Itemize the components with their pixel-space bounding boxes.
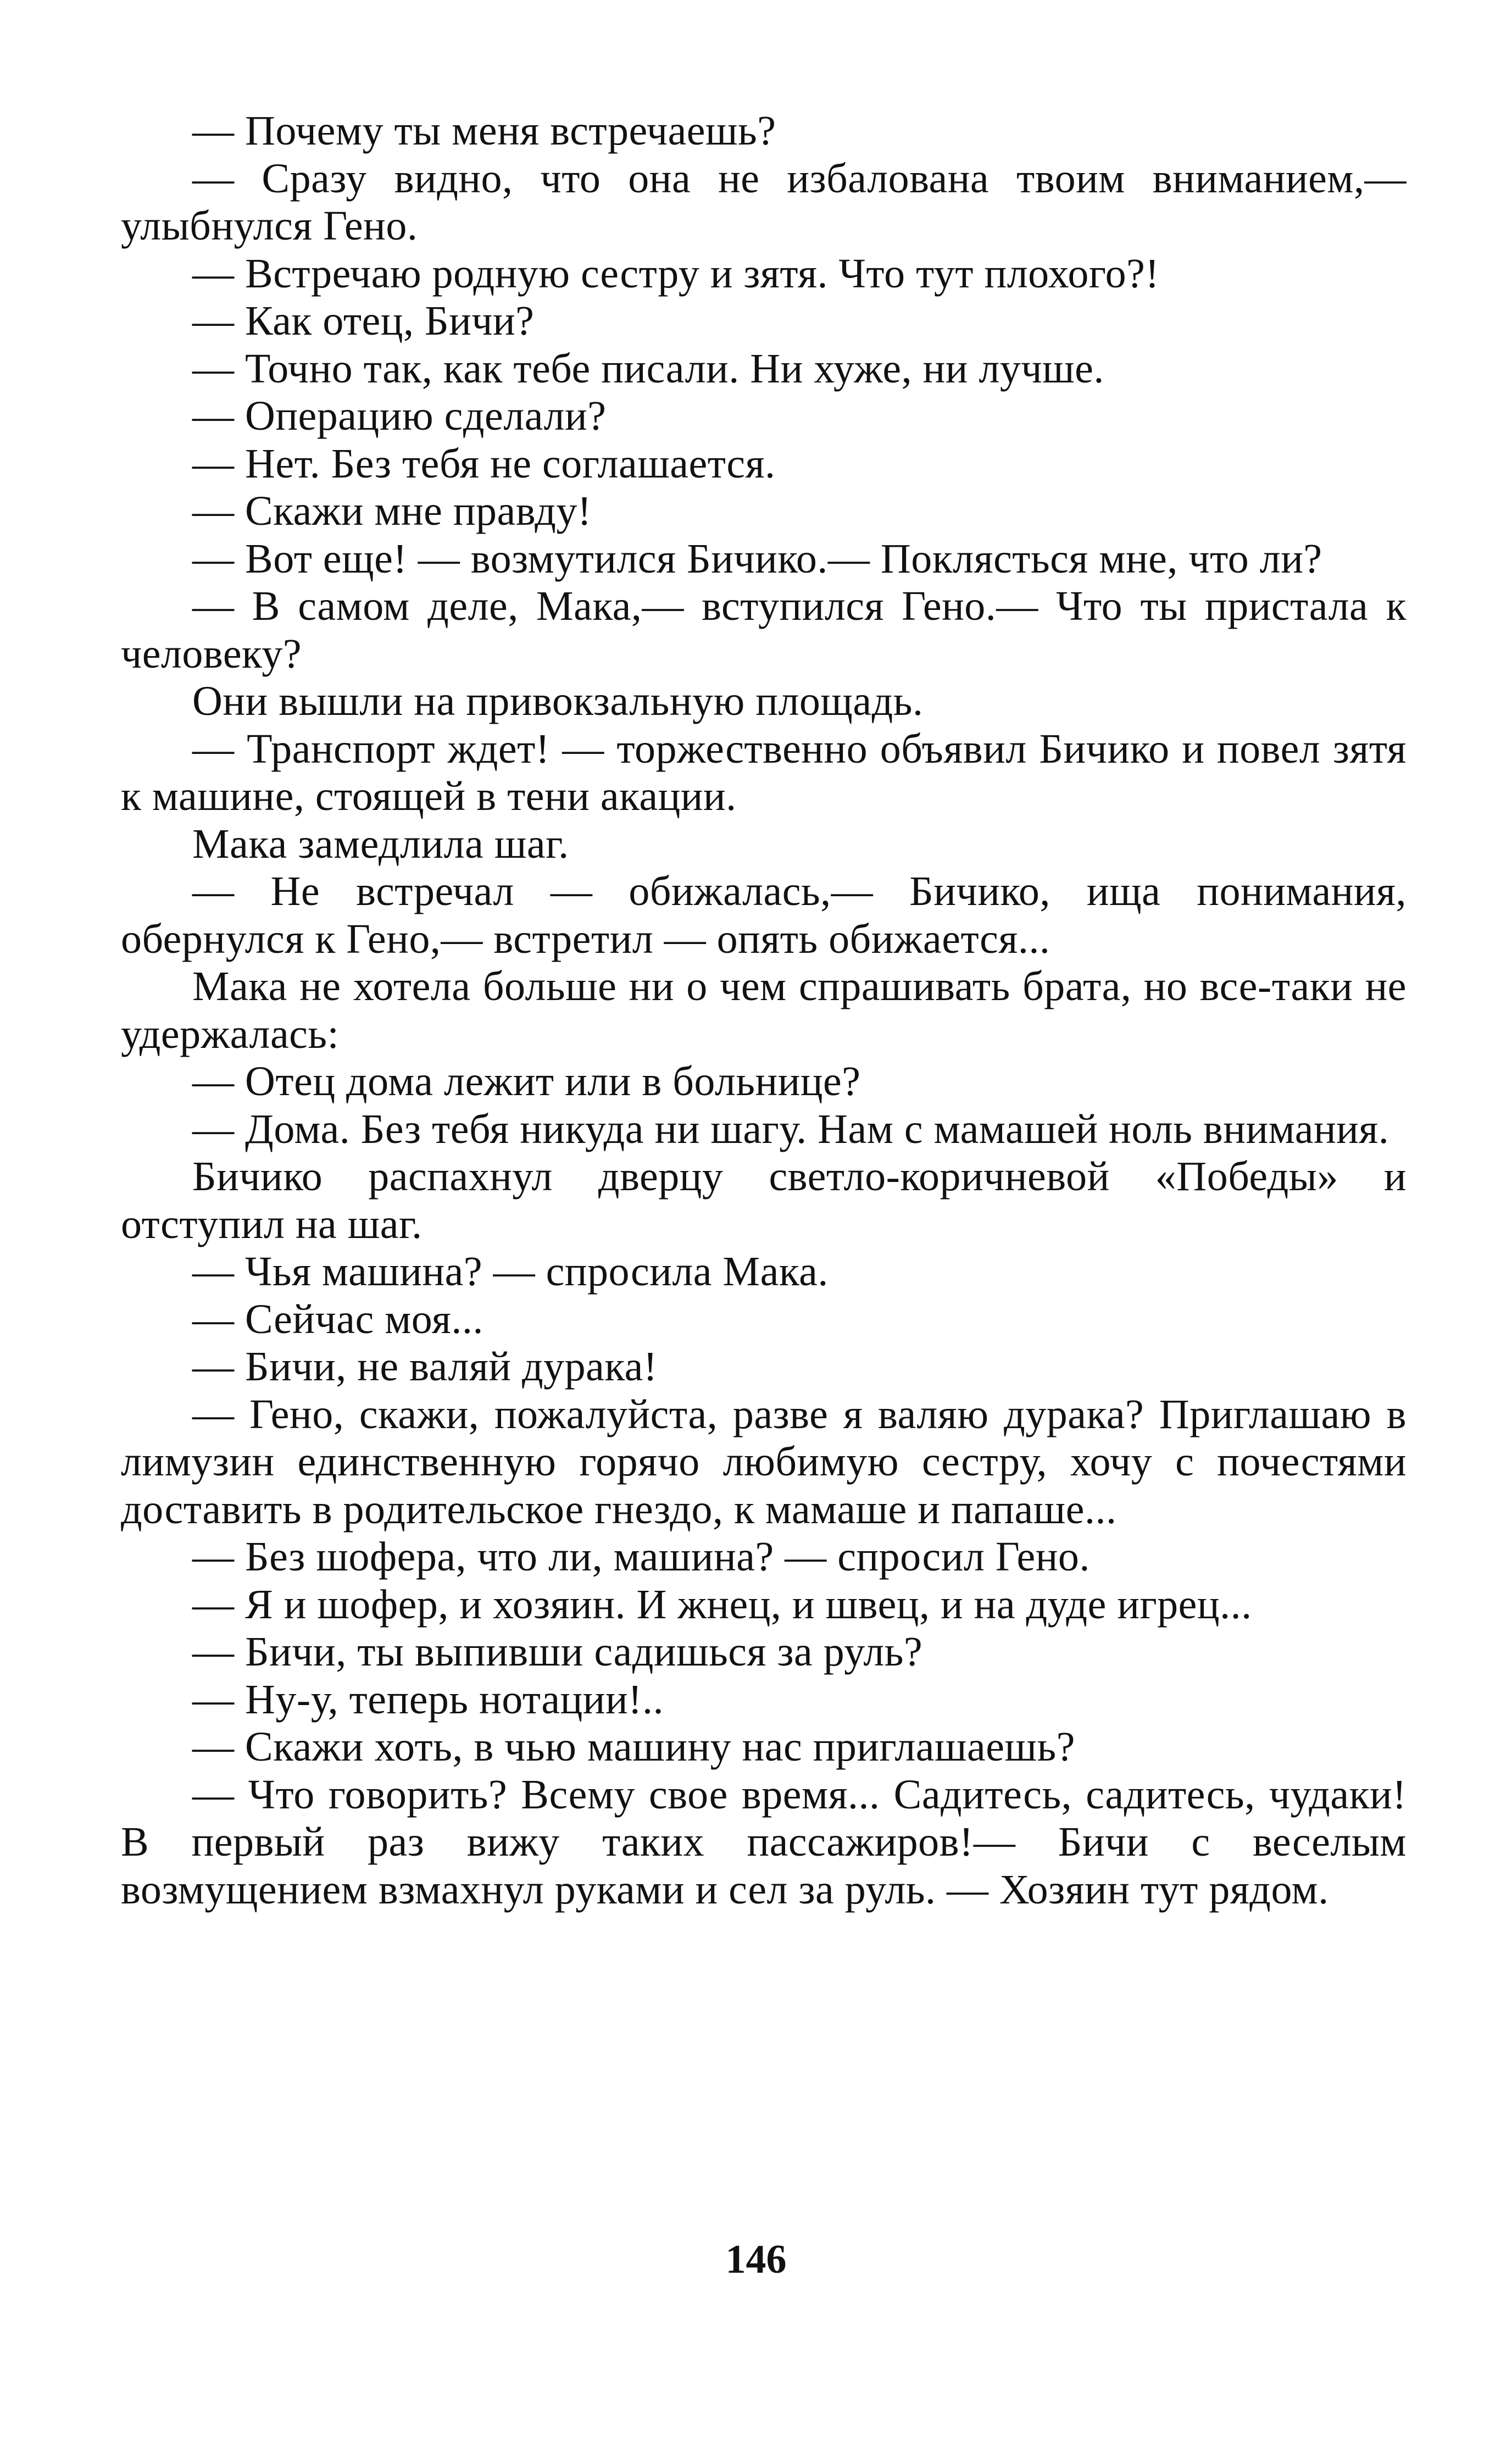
page-number: 146 xyxy=(725,2237,787,2282)
paragraph: Они вышли на привокзальную площадь. xyxy=(192,678,924,724)
paragraph: Мака не хотела больше ни о чем спрашивать брата, но все-таки не удержалась: xyxy=(121,963,1407,1057)
paragraph: — Что говорить? Всему свое время... Садитесь, садитесь, чудаки! В первый раз вижу таких пассажиров!— Бичи с веселым возмущением взмахнул руками и сел за руль. — Хозяин тут рядом. xyxy=(121,1771,1407,1913)
paragraph: — Точно так, как тебе писали. Ни хуже, ни лучше. xyxy=(192,345,1104,392)
paragraph: — Скажи мне правду! xyxy=(192,488,592,534)
paragraph: — Почему ты меня встречаешь? xyxy=(192,108,776,154)
paragraph: — Скажи хоть, в чью машину нас приглашаешь? xyxy=(192,1724,1075,1770)
paragraph: — В самом деле, Мака,— вступился Гено.— Что ты пристала к человеку? xyxy=(121,583,1407,677)
paragraph: — Сразу видно, что она не избалована твоим вниманием,— улыбнулся Гено. xyxy=(121,155,1407,249)
paragraph: — Сейчас моя... xyxy=(192,1296,483,1342)
paragraph: — Чья машина? — спросила Мака. xyxy=(192,1248,829,1295)
paragraph: — Отец дома лежит или в больнице? xyxy=(192,1058,861,1104)
paragraph: — Не встречал — обижалась,— Бичико, ища понимания, обернулся к Гено,— встретил — опять обижается... xyxy=(121,868,1407,962)
paragraph: — Как отец, Бичи? xyxy=(192,298,535,344)
paragraph: — Без шофера, что ли, машина? — спросил Гено. xyxy=(192,1534,1090,1580)
book-page xyxy=(121,107,1407,1913)
page-text xyxy=(121,107,1407,1913)
paragraph: — Вот еще! — возмутился Бичико.— Поклясться мне, что ли? xyxy=(192,535,1322,582)
paragraph: — Транспорт ждет! — торжественно объявил Бичико и повел зятя к машине, стоящей в тени акации. xyxy=(121,725,1407,819)
paragraph: — Дома. Без тебя никуда ни шагу. Нам с мамашей ноль внимания. xyxy=(192,1106,1389,1152)
paragraph: — Ну-у, теперь нотации!.. xyxy=(192,1676,664,1723)
paragraph: — Гено, скажи, пожалуйста, разве я валяю дурака? Приглашаю в лимузин единственную горячо любимую сестру, хочу с почестями доставить в родительское гнездо, к мамаше и папаше... xyxy=(121,1391,1407,1533)
paragraph: — Я и шофер, и хозяин. И жнец, и швец, и на дуде игрец... xyxy=(192,1581,1252,1628)
paragraph: Бичико распахнул дверцу светло-коричневой «Победы» и отступил на шаг. xyxy=(121,1153,1407,1247)
paragraph: — Нет. Без тебя не соглашается. xyxy=(192,440,776,487)
paragraph: — Бичи, ты выпивши садишься за руль? xyxy=(192,1629,923,1675)
paragraph: — Встречаю родную сестру и зятя. Что тут плохого?! xyxy=(192,250,1160,297)
paragraph: Мака замедлила шаг. xyxy=(192,820,569,867)
paragraph: — Бичи, не валяй дурака! xyxy=(192,1344,658,1390)
paragraph: — Операцию сделали? xyxy=(192,393,607,439)
